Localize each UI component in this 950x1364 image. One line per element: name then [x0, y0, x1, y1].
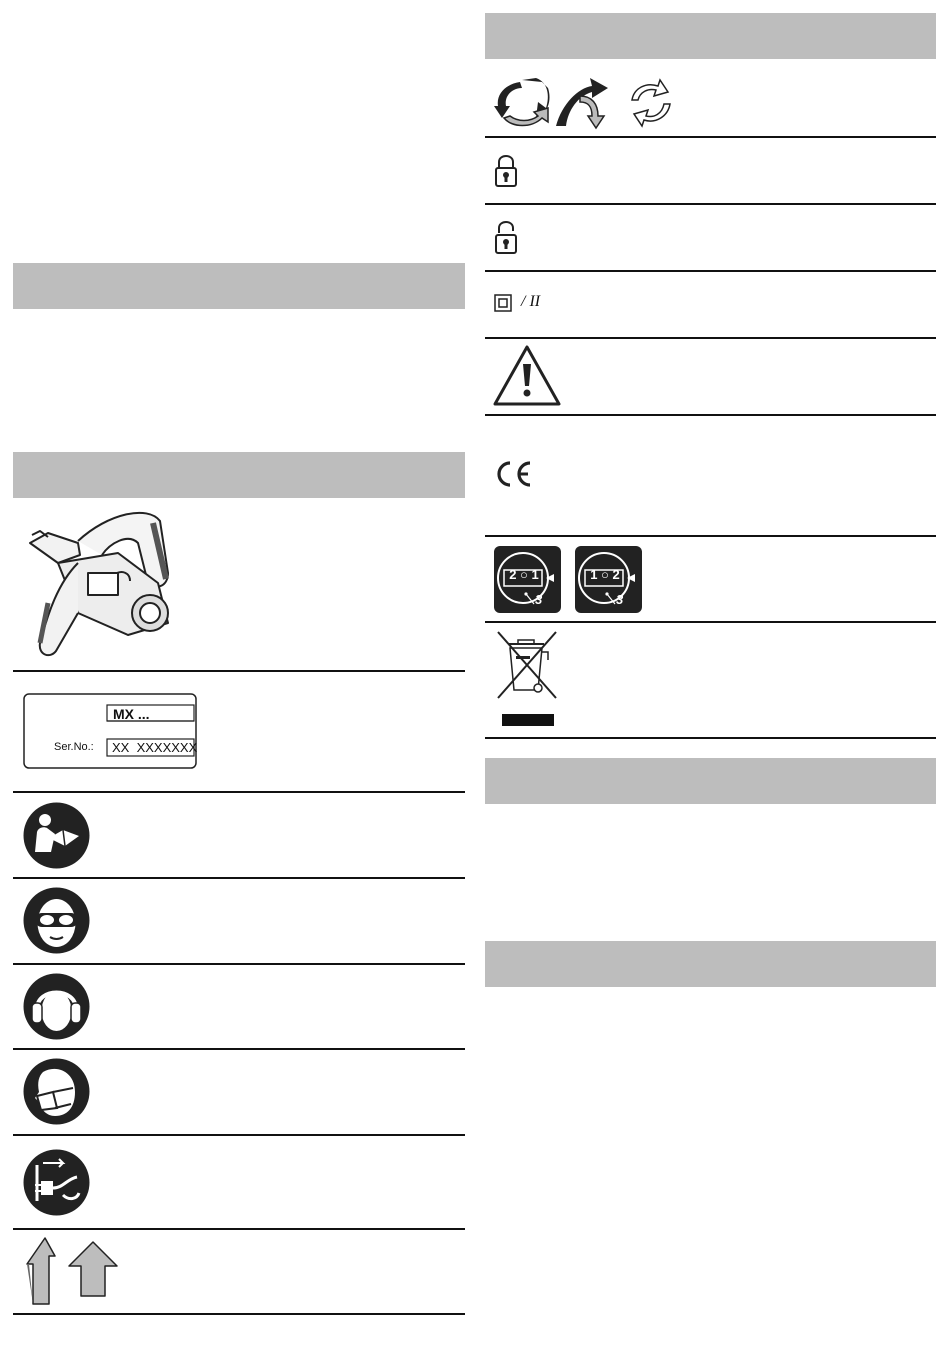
row-divider	[13, 963, 465, 965]
row-divider	[485, 337, 936, 339]
unplug-mains-icon	[23, 1149, 90, 1216]
speed-dial-right: 1 ○ 2	[590, 567, 620, 582]
speed-dial-left: 2 ○ 1	[509, 567, 539, 582]
serial-label: Ser.No.:	[54, 741, 94, 753]
dust-mask-icon	[23, 1058, 90, 1125]
row-divider	[13, 1134, 465, 1136]
row-divider	[485, 414, 936, 416]
weee-bin-icon	[494, 630, 558, 728]
rotation-direction-icon	[492, 74, 678, 130]
row-divider	[485, 270, 936, 272]
speed-gear-right: 3	[616, 592, 624, 607]
row-divider	[485, 203, 936, 205]
row-divider	[485, 136, 936, 138]
product-drawing-icon	[18, 503, 178, 663]
eye-protection-icon	[23, 887, 90, 954]
row-divider	[13, 1048, 465, 1050]
model-text: MX ...	[113, 706, 150, 722]
read-manual-icon	[23, 802, 90, 869]
row-divider	[485, 535, 936, 537]
section-header-bar-3	[485, 13, 936, 59]
row-divider	[13, 877, 465, 879]
arrow-up-icon	[23, 1234, 119, 1306]
row-divider	[13, 791, 465, 793]
protection-class-icon	[494, 294, 512, 312]
ce-mark-icon	[494, 460, 534, 488]
protection-class-text: / II	[521, 293, 541, 310]
row-divider	[13, 1313, 465, 1315]
speed-gear-left: 3	[535, 592, 543, 607]
speed-selector-icon	[494, 546, 642, 613]
section-header-bar-1	[13, 263, 465, 309]
warning-triangle-icon	[492, 344, 562, 407]
row-divider	[485, 621, 936, 623]
ear-protection-icon	[23, 973, 90, 1040]
row-divider	[13, 670, 465, 672]
row-divider	[13, 1228, 465, 1230]
lock-closed-icon	[494, 152, 518, 188]
serial-value: XX XXXXXXX	[112, 740, 198, 755]
lock-open-icon	[494, 219, 518, 255]
row-divider	[485, 737, 936, 739]
section-header-bar-4	[485, 758, 936, 804]
section-header-bar-5	[485, 941, 936, 987]
rating-plate-icon	[23, 693, 197, 769]
section-header-bar-2	[13, 452, 465, 498]
